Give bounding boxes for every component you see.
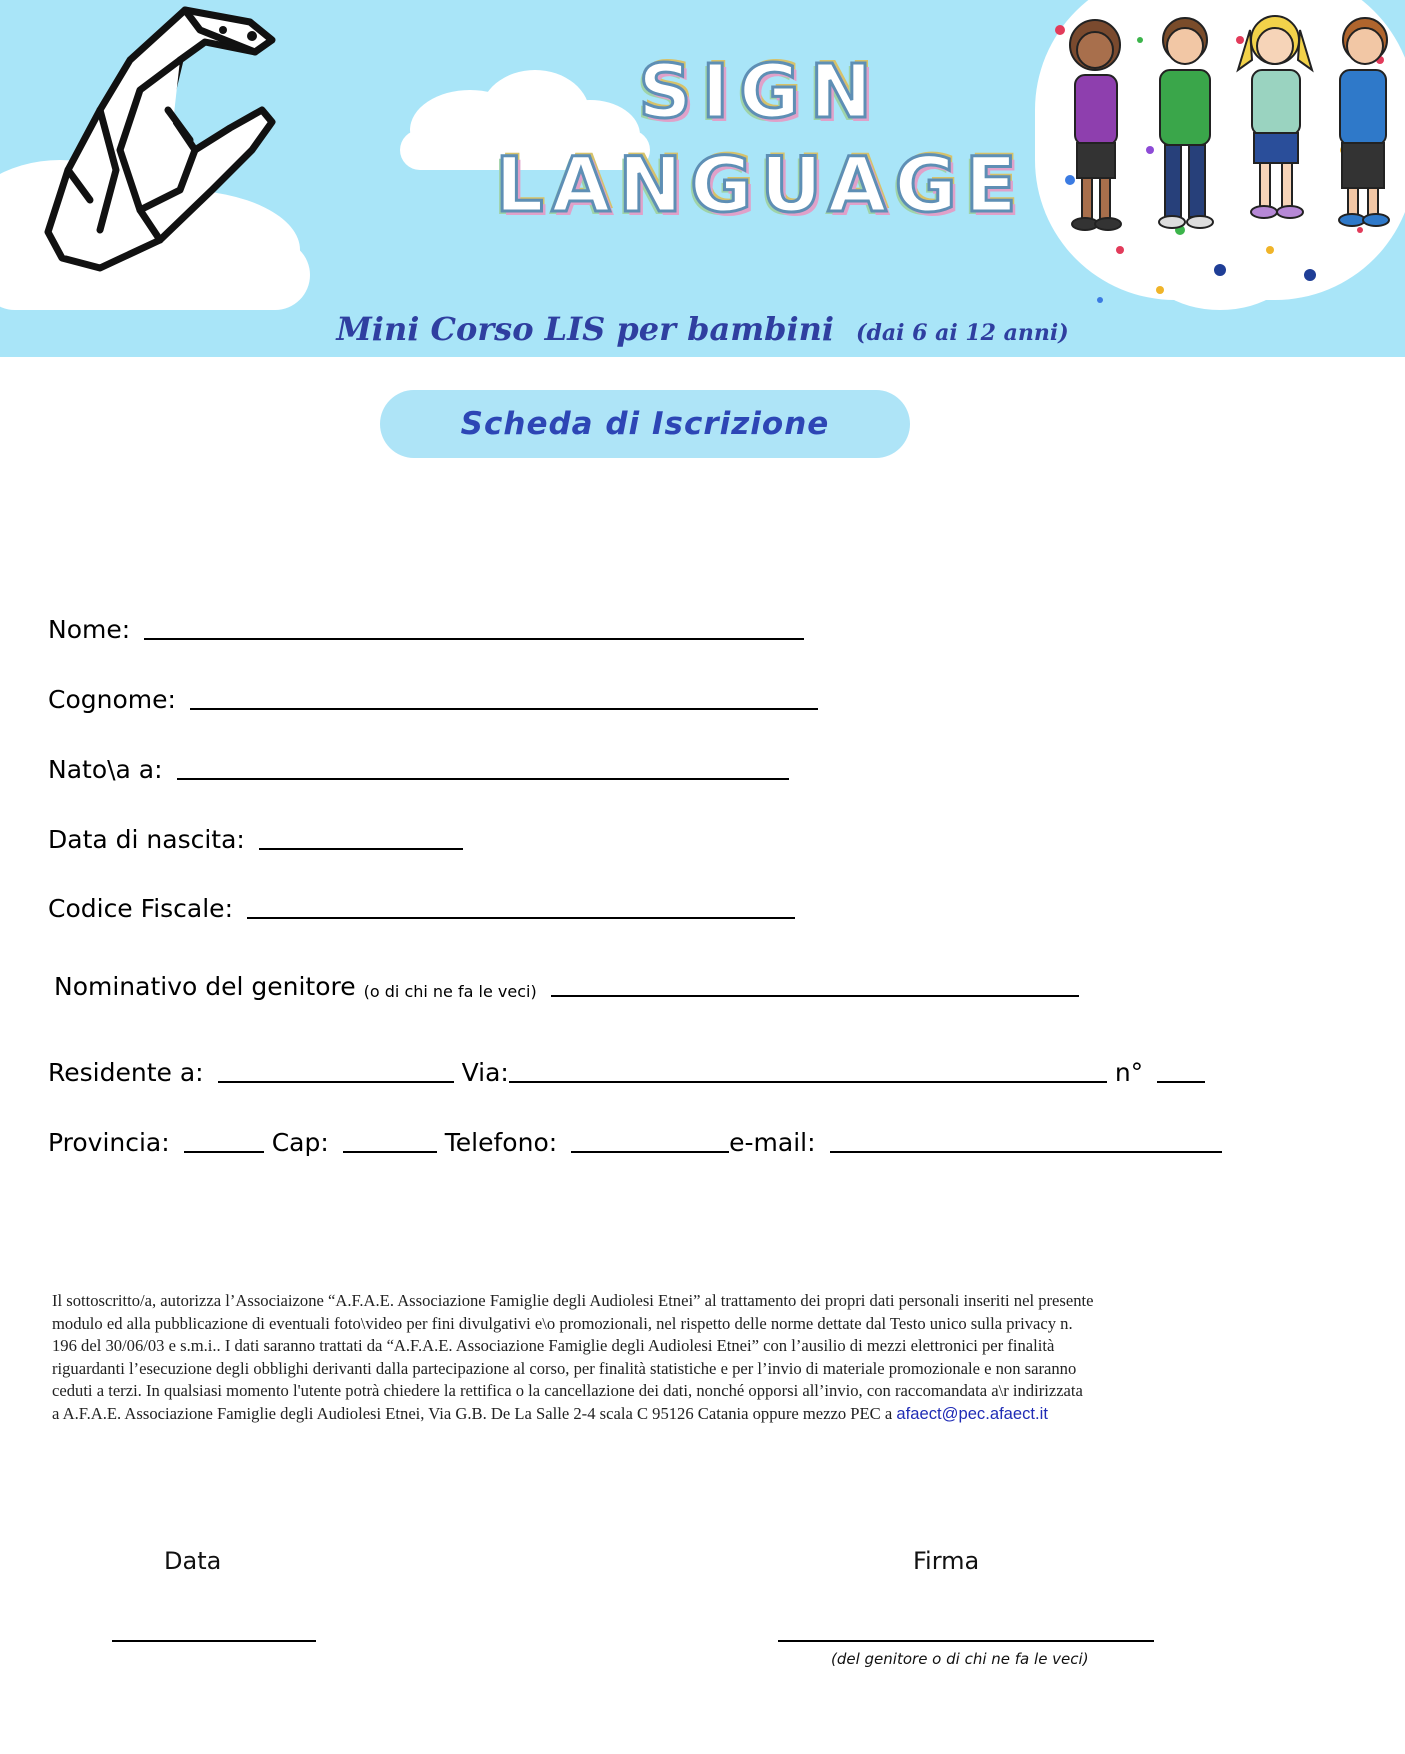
data-nascita-row [48, 825, 463, 854]
provincia-field[interactable] [184, 1150, 264, 1153]
data-nascita-field[interactable] [259, 847, 463, 850]
codice-fiscale-label: Codice Fiscale: [48, 894, 233, 923]
provincia-label: Provincia: [48, 1128, 170, 1157]
title-line-language: LANGUAGE [495, 140, 1025, 229]
codice-fiscale-row [48, 894, 795, 923]
genitore-label: Nominativo del genitore [54, 972, 356, 1001]
privacy-notice [52, 1290, 1222, 1426]
hand-sign-icon [20, 0, 290, 280]
cap-field[interactable] [343, 1150, 437, 1153]
course-title: Mini Corso LIS per bambini [336, 310, 835, 348]
nome-field[interactable] [144, 637, 804, 640]
genitore-row [54, 972, 1079, 1001]
email-field[interactable] [830, 1150, 1222, 1153]
firma-signature-field[interactable] [778, 1640, 1154, 1642]
numero-field[interactable] [1157, 1080, 1205, 1083]
privacy-line: riguardanti l’esecuzione degli obblighi derivanti dalla partecipazione al corso, per finalità statistiche e per l’invio di materiale promozionale e non saranno [52, 1358, 1077, 1378]
cognome-field[interactable] [190, 707, 818, 710]
telefono-label: Telefono: [444, 1128, 558, 1157]
pec-email-link[interactable]: afaect@pec.afaect.it [896, 1403, 1048, 1423]
course-subtitle [0, 310, 1405, 348]
contatti-row [48, 1128, 1222, 1157]
codice-fiscale-field[interactable] [247, 916, 795, 919]
privacy-line: 196 del 30/06/03 e s.m.i.. I dati saranno trattati da “A.F.A.E. Associazione Famiglie degli Audiolesi Etnei” con l’ausilio di mezzi elettronici per finalità [52, 1336, 1055, 1356]
residente-field[interactable] [218, 1080, 454, 1083]
nato-label: Nato\a a: [48, 755, 163, 784]
via-field[interactable] [509, 1080, 1107, 1083]
firma-note: (del genitore o di chi ne fa le veci) [831, 1650, 1089, 1668]
email-label: e-mail: [729, 1128, 816, 1157]
data-label: Data [164, 1547, 222, 1575]
data-signature-field[interactable] [112, 1640, 316, 1642]
genitore-note: (o di chi ne fa le veci) [363, 982, 537, 1001]
children-signing-illustration [1040, 0, 1405, 320]
cognome-label: Cognome: [48, 685, 176, 714]
nato-row [48, 755, 789, 784]
age-range: (dai 6 ai 12 anni) [856, 320, 1069, 346]
sign-language-title [470, 49, 1050, 229]
form-heading-pill [380, 390, 910, 458]
data-nascita-label: Data di nascita: [48, 825, 245, 854]
privacy-line: ceduti a terzi. In qualsiasi momento l'utente potrà chiedere la rettifica o la cancellazione dei dati, nonché opporsi all’invio, con raccomandata a\r indirizzata [52, 1381, 1083, 1401]
privacy-line: modulo ed alla pubblicazione di eventuali foto\video per fini divulgativi e\o promozionali, nel rispetto delle norme dettate dal Testo unico sulla privacy n. [52, 1313, 1073, 1333]
numero-label: n° [1114, 1058, 1144, 1087]
genitore-field[interactable] [551, 994, 1079, 997]
telefono-field[interactable] [571, 1150, 729, 1153]
privacy-line [52, 1403, 1222, 1426]
form-heading: Scheda di Iscrizione [460, 406, 830, 442]
privacy-line: Il sottoscritto/a, autorizza l’Associaizone “A.F.A.E. Associazione Famiglie degli Audiolesi Etnei” al trattamento dei propri dati personali inseriti nel presente [52, 1291, 1094, 1310]
privacy-line-text: a A.F.A.E. Associazione Famiglie degli Audiolesi Etnei, Via G.B. De La Salle 2-4 scala C 95126 Catania oppure mezzo PEC a [52, 1403, 893, 1423]
nome-row [48, 615, 804, 644]
nato-field[interactable] [177, 777, 789, 780]
nome-label: Nome: [48, 615, 131, 644]
cognome-row [48, 685, 818, 714]
header-banner [0, 0, 1405, 357]
title-line-sign: SIGN [638, 49, 882, 135]
firma-label: Firma [913, 1547, 980, 1575]
residenza-row [48, 1058, 1205, 1087]
cap-label: Cap: [271, 1128, 329, 1157]
via-label: Via: [461, 1058, 509, 1087]
residente-label: Residente a: [48, 1058, 204, 1087]
